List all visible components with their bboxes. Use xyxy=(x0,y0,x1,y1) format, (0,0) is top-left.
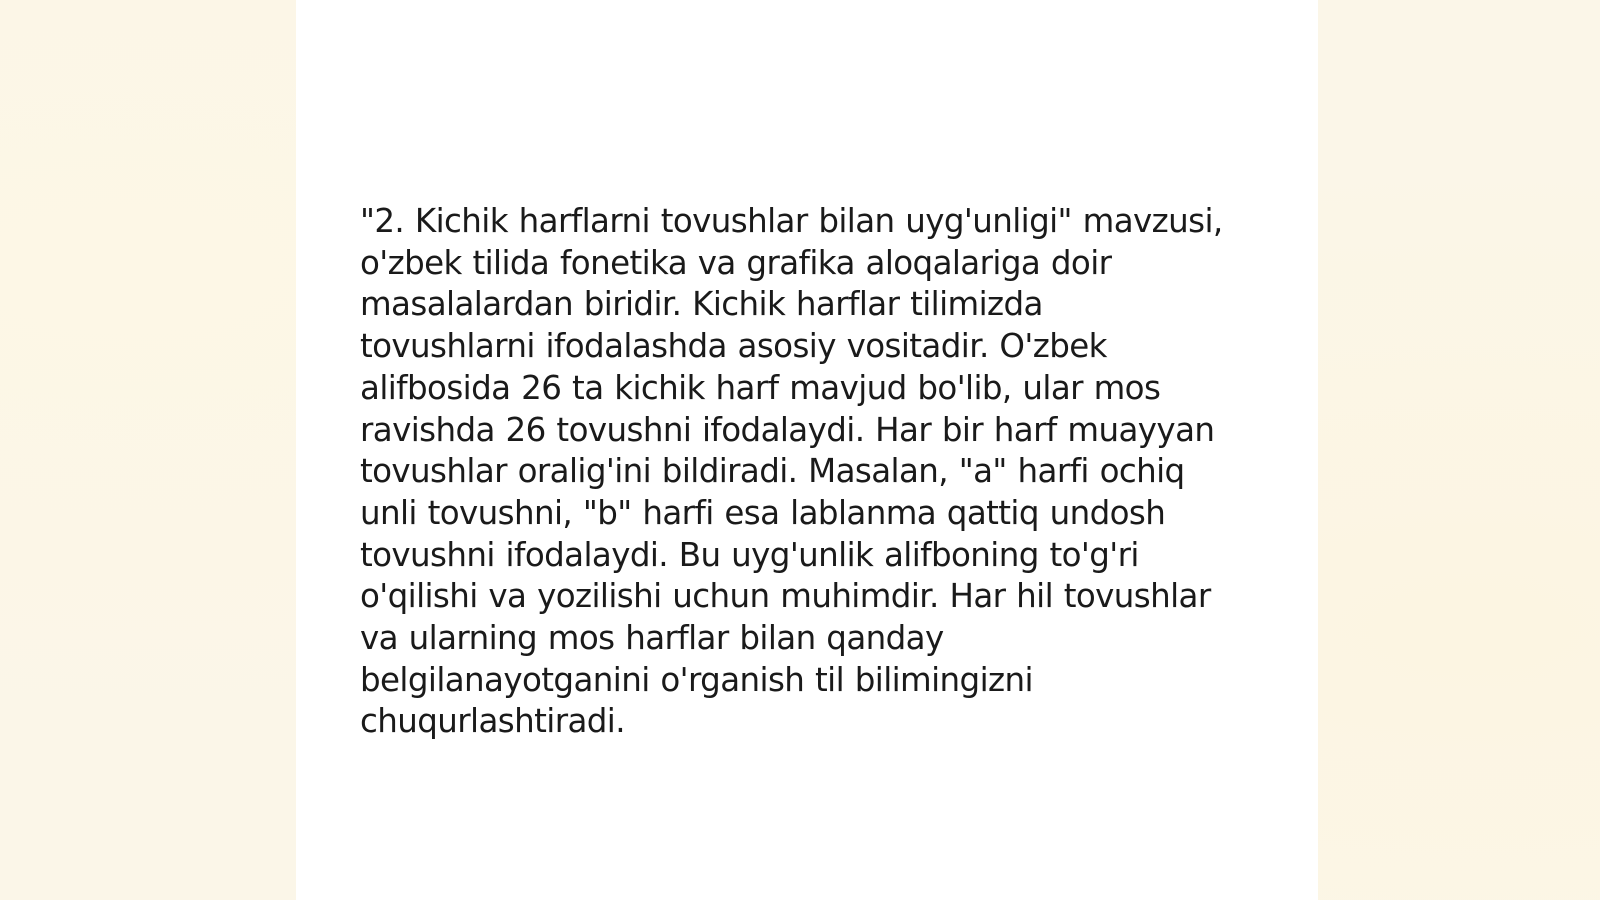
text-line: masalalardan biridir. Kichik harflar tilimizda xyxy=(360,285,1043,324)
text-line: unli tovushni, "b" harfi esa lablanma qattiq undosh xyxy=(360,493,1166,532)
text-line: "2. Kichik harflarni tovushlar bilan uyg'unligi" mavzusi, xyxy=(360,202,1223,240)
text-line: belgilanayotganini o'rganish til bilimingizni xyxy=(360,660,1033,699)
text-line: o'zbek tilida fonetika va grafika aloqalariga doir xyxy=(360,243,1112,282)
text-line: alifbosida 26 ta kichik harf mavjud bo'lib, ular mos xyxy=(360,368,1161,407)
slide xyxy=(296,0,1318,900)
text-line: o'qilishi va yozilishi uchun muhimdir. Har hil tovushlar xyxy=(360,577,1211,616)
text-line: tovushlar oralig'ini bildiradi. Masalan, "a" harfi ochiq xyxy=(360,452,1185,491)
text-line: chuqurlashtiradi. xyxy=(360,702,625,741)
slide-body-text xyxy=(360,201,1250,743)
text-line: va ularning mos harflar bilan qanday xyxy=(360,619,944,658)
text-line: tovushni ifodalaydi. Bu uyg'unlik alifboning to'g'ri xyxy=(360,535,1139,574)
text-line: tovushlarni ifodalashda asosiy vositadir. O'zbek xyxy=(360,327,1107,366)
text-line: ravishda 26 tovushni ifodalaydi. Har bir harf muayyan xyxy=(360,410,1215,449)
